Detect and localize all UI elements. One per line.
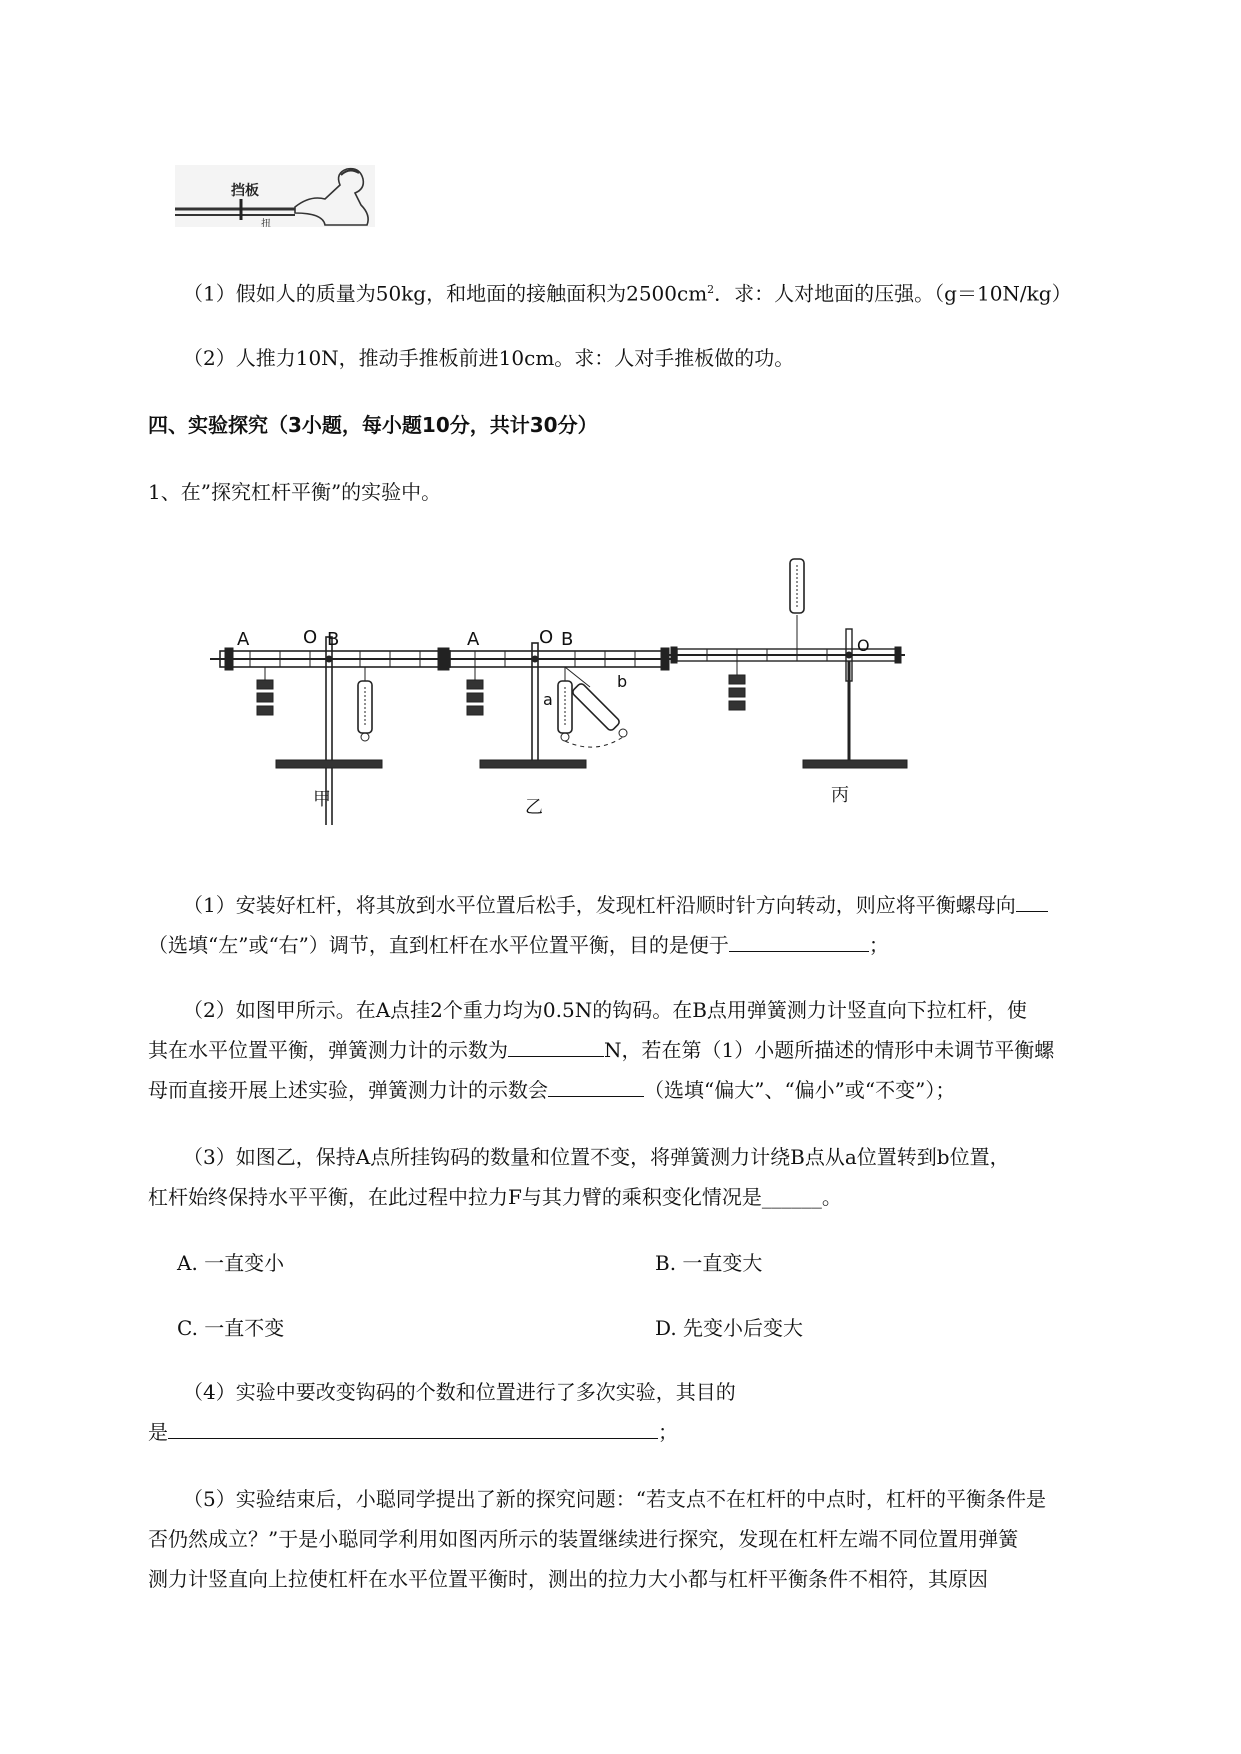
part-1-line-1: （1）安装好杠杆，将其放到水平位置后松手，发现杠杆沿顺时针方向转动，则应将平衡螺母向 — [183, 885, 1193, 925]
label-small-b: b — [617, 672, 628, 691]
question-1-intro: 1、在”探究杠杆平衡”的实验中。 — [148, 480, 442, 504]
part-4-blank-purpose[interactable] — [168, 1416, 658, 1439]
part-1-line-2: （选填“左”或“右”）调节，直到杠杆在水平位置平衡，目的是便于 ； — [148, 925, 1158, 965]
push-board-figure — [175, 165, 375, 227]
part-2-line-3: 母而直接开展上述实验，弹簧测力计的示数会 （选填“偏大”、“偏小”或“不变”）； — [148, 1070, 1158, 1110]
label-small-a: a — [543, 690, 553, 709]
label-o-bing: O — [857, 636, 870, 655]
part-3-line-1: （3）如图乙，保持A点所挂钩码的数量和位置不变，将弹簧测力计绕B点从a位置转到b位置， — [183, 1145, 1010, 1169]
label-a-yi: A — [467, 629, 480, 650]
part-2-line-2: 其在水平位置平衡，弹簧测力计的示数为 N，若在第（1）小题所描述的情形中未调节平衡螺 — [148, 1030, 1158, 1070]
lever-experiment-figure — [205, 555, 1025, 825]
board-label: 挡板 — [231, 183, 259, 199]
part-5-line-1: （5）实验结束后，小聪同学提出了新的探究问题：“若支点不在杠杆的中点时，杠杆的平衡条件是 — [183, 1487, 1046, 1511]
board-sublabel: 扭 — [261, 219, 271, 227]
prev-question-part-2: （2）人推力10N，推动手推板前进10cm。求：人对手推板做的功。 — [183, 346, 795, 370]
option-b[interactable]: B. 一直变大 — [655, 1251, 763, 1275]
part-5-line-2: 否仍然成立？”于是小聪同学利用如图丙所示的装置继续进行探究，发现在杠杆左端不同位置用弹簧 — [148, 1527, 1019, 1551]
label-b-jia: B — [327, 629, 340, 650]
prev-question-part-1: （1）假如人的质量为50kg，和地面的接触面积为$2500cm^2$．求：人对地面的压强。（g＝10N/kg） — [183, 281, 1072, 306]
option-a[interactable]: A. 一直变小 — [177, 1251, 285, 1275]
figure-bing — [667, 559, 907, 768]
section-title: 四、实验探究（3小题，每小题10分，共计30分） — [148, 413, 598, 437]
part-2-blank-reading[interactable] — [508, 1034, 604, 1057]
figure-yi — [435, 643, 675, 768]
part-3-line-2: 杠杆始终保持水平平衡，在此过程中拉力F与其力臂的乘积变化情况是______。 — [148, 1185, 842, 1209]
caption-jia: 甲 — [313, 789, 331, 810]
part-1-blank-direction[interactable] — [1016, 889, 1048, 912]
label-o-yi: O — [539, 627, 554, 648]
option-d[interactable]: D. 先变小后变大 — [655, 1316, 804, 1340]
part-2-blank-change[interactable] — [548, 1074, 644, 1097]
label-o-jia: O — [303, 627, 318, 648]
caption-yi: 乙 — [525, 797, 543, 818]
part-4-line-2: 是 ； — [148, 1412, 1158, 1452]
label-a-jia: A — [237, 629, 250, 650]
part-5-line-3: 测力计竖直向上拉使杠杆在水平位置平衡时，测出的拉力大小都与杠杆平衡条件不相符，其原因 — [148, 1567, 988, 1591]
label-b-yi: B — [561, 629, 574, 650]
option-c[interactable]: C. 一直不变 — [177, 1316, 285, 1340]
part-2-line-1: （2）如图甲所示。在A点挂2个重力均为0.5N的钩码。在B点用弹簧测力计竖直向下拉杠杆，使 — [183, 998, 1027, 1022]
part-1-blank-purpose[interactable] — [729, 929, 869, 952]
caption-bing: 丙 — [831, 785, 849, 806]
part-4-line-1: （4）实验中要改变钩码的个数和位置进行了多次实验，其目的 — [183, 1380, 736, 1404]
